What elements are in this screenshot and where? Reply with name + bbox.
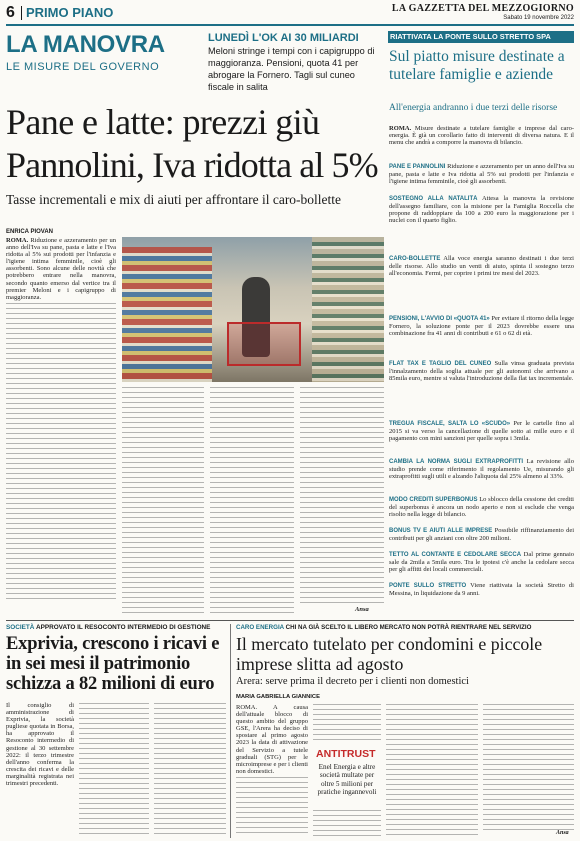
bottom-right-signature: Ansa	[556, 830, 569, 836]
main-headline-1[interactable]: Pane e latte: prezzi giù	[6, 102, 320, 142]
bottom-right-column-2b	[313, 810, 381, 837]
sidebar-section-10	[389, 582, 574, 604]
sidebar-section-text: Lo sblocco della cessione dei crediti del superbonus è ancora un nodo aperto e non si esclude che venga risolto nella legge di bilancio.	[389, 496, 574, 519]
sidebar-section-text: Viene riattivata la società Stretto di Messina, in liquidazione da 9 anni.	[389, 582, 574, 598]
sidebar-section-text: Riduzione e azzeramento per un anno dell'Iva su pane, pasta e latte e Iva ridotta al 5% sui prodotti per l'infanzia e l'igiene intima femminile, cioè gli assorbenti.	[389, 163, 574, 186]
bottom-right-author: MARIA GABRIELLA GIANNICE	[236, 694, 320, 700]
sidebar-section-text: Attesa la manovra la revisione dell'assegno familiare, con la misione per la Famiglia Roccella che propone di raddoppiare da 100 a 200 euro la maggiorazione per i nuclei con il quarto figlio.	[389, 195, 574, 225]
teaser-kicker: LUNEDÌ L'OK AI 30 MILIARDI	[208, 32, 359, 44]
sidebar-section-text: Per evitare il ritorno della legge Fornero, la soluzione ponte per il 2023 dovrebbe essere una combinazione fra 41 anni di contributi e 61 o 62 di età.	[389, 315, 574, 338]
sidebar-section-heading: SOSTEGNO ALLA NATALITÀ	[389, 196, 478, 202]
sidebar-section-5	[389, 420, 574, 456]
main-column-1	[6, 237, 116, 614]
masthead-rule	[6, 24, 574, 26]
bottom-left-column-3	[154, 703, 226, 837]
sidebar-section-heading: FLAT TAX E TAGLIO DEL CUNEO	[389, 361, 492, 367]
main-signature: Ansa	[355, 606, 369, 613]
bottom-left-kicker	[6, 624, 210, 631]
sidebar-kicker: RIATTIVATA LA PONTE SULLO STRETTO SPA	[388, 31, 574, 43]
sidebar-section-heading: PONTE SULLO STRETTO	[389, 583, 467, 589]
shopping-cart	[227, 322, 301, 366]
sidebar-lead-place: ROMA.	[389, 125, 412, 132]
main-headline-2[interactable]: Pannolini, Iva ridotta al 5%	[6, 145, 378, 185]
sidebar-section-heading: PENSIONI, L'AVVIO DI «QUOTA 41»	[389, 316, 490, 322]
bottom-left-kicker-text: APPROVATO IL RESOCONTO INTERMEDIO DI GESTIONE	[35, 624, 211, 631]
antitrust-text: Enel Energia e altre società multate per oltre 5 milioni per pratiche ingannevoli	[317, 763, 377, 797]
sidebar-section-text: Alla voce energia saranno destinati i due terzi delle risorse. Allo studio un venti di aiuto, spinta il sostegno terzo all'economia. Fermi, per coprire i primi tre mesi del 2023.	[389, 255, 574, 278]
sidebar-section-0	[389, 163, 574, 193]
bottom-right-headline[interactable]: Il mercato tutelato per condomini e piccole imprese slitta ad agosto	[236, 634, 543, 674]
shelf-right	[312, 237, 384, 382]
sidebar-section-heading: CAMBIA LA NORMA SUGLI EXTRAPROFITTI	[389, 459, 524, 465]
sidebar-lead	[389, 125, 574, 161]
sidebar-section-heading: PANE E PANNOLINI	[389, 164, 446, 170]
sidebar-subhead: All'energia andranno i due terzi delle risorse	[389, 103, 558, 113]
sidebar-section-text: Dal prime gennaio sale da 2mila a 5mila euro. Tra le ipotesi c'è anche la cedolare secca per gli affitti dei locali commerciali.	[389, 551, 574, 574]
masthead	[6, 3, 574, 25]
sidebar-section-text: La revisione allo studio prende come riferimento il regolamento Ue, misurando gli extraprofitti sugli utili e alzando l'aliquota dal 25% almeno al 33%.	[389, 458, 574, 481]
main-subtitle: Tasse incrementali e mix di aiuti per affrontare il caro-bollette	[6, 192, 342, 207]
section-name: PRIMO PIANO	[26, 5, 114, 20]
bottom-right-kicker-text: CHI NA GIÀ SCELTO IL LIBERO MERCATO NON POTRÀ RIENTRARE NEL SERVIZIO	[285, 624, 532, 631]
text-filler	[236, 777, 308, 837]
supermarket-photo	[122, 237, 384, 382]
bottom-right-lead: ROMA. A causa dell'attuale blocco di questo ambito del gruppo GSE, l'Arera ha deciso di spostare al primo agosto 2023 la data di attivazione del Servizio a tutele graduali (STG) per le microimprese e per i clienti non domestici.	[236, 704, 308, 775]
sidebar-section-text: Per le cartelle fino al 2015 si va verso la cancellazione di quelle sotto ai mille euro e il pagamento con mini sanzioni per quelle sopra i 3mila.	[389, 420, 574, 443]
teaser-text: Meloni stringe i tempi con i capigruppo di maggioranza. Pensioni, quota 41 per abrogare la Fornero. Tagli sul cuneo fiscale in salita	[208, 46, 375, 92]
sidebar-section-text: Possibile riffinanziamento dei contributi per gli anziani con oltre 200 milioni.	[389, 527, 574, 543]
rubric-subtitle: LE MISURE DEL GOVERNO	[6, 61, 160, 73]
main-column-4	[300, 387, 384, 605]
main-column-2	[122, 387, 204, 614]
page-number: 6	[6, 4, 15, 21]
sidebar-section-4	[389, 360, 574, 418]
sidebar-section-heading: TREGUA FISCALE, SALTA LO «SCUDO»	[389, 421, 511, 427]
sidebar-section-1	[389, 195, 574, 253]
bottom-left-lead: Il consiglio di amministrazione di Exprivia, la società pugliese quotata in Borsa, ha approvato il Resoconto intermedio di gestione al 30 settembre 2022: il terzo trimestre dell'anno conferma la crescita dei ricavi e delle marginalità registrata nei trimestri precedenti.	[6, 702, 74, 788]
bottom-right-kicker-label: CARO ENERGIA	[236, 624, 284, 631]
masthead-divider	[21, 6, 22, 20]
sidebar-section-heading: TETTO AL CONTANTE E CEDOLARE SECCA	[389, 552, 522, 558]
bottom-right-subtitle: Arera: serve prima il decreto per i clienti non domestici	[236, 676, 469, 687]
antitrust-title: ANTITRUST	[316, 748, 376, 760]
sidebar-section-7	[389, 496, 574, 525]
sidebar-section-3	[389, 315, 574, 358]
newspaper-name: LA GAZZETTA DEL MEZZOGIORNO	[391, 3, 574, 14]
sidebar-body	[389, 125, 574, 615]
sidebar-section-heading: CARO-BOLLETTE	[389, 256, 441, 262]
sidebar-section-heading: MODO CREDITI SUPERBONUS	[389, 497, 478, 503]
rubric-title: LA MANOVRA	[6, 31, 165, 58]
sidebar-section-9	[389, 551, 574, 580]
bottom-left-column-2	[79, 703, 149, 837]
main-column-3	[210, 387, 294, 614]
bottom-right-column-4	[483, 704, 574, 830]
section-divider	[6, 620, 574, 621]
main-author: ENRICA PIOVAN	[6, 229, 54, 235]
bottom-column-divider	[230, 624, 231, 838]
shelf-left	[122, 247, 212, 382]
sidebar-section-2	[389, 255, 574, 313]
sidebar-section-6	[389, 458, 574, 494]
sidebar-section-8	[389, 527, 574, 549]
bottom-left-headline[interactable]: Exprivia, crescono i ricavi e in sei mesi il patrimonio schizza a 82 milioni di euro	[6, 634, 220, 694]
sidebar-section-heading: BONUS TV E AIUTI ALLE IMPRESE	[389, 528, 493, 534]
sidebar-section-text: Sulla vinsa graduata prevista l'innalzamento della soglia attuale per gli autonomi che arrivano a 85mila euro, mentre si valuta l'introduzione della flat tax incrementale.	[389, 360, 574, 383]
issue-date: Sabato 19 novembre 2022	[503, 15, 574, 21]
main-lead-place: ROMA.	[6, 237, 29, 244]
antitrust-box[interactable]	[313, 748, 381, 806]
bottom-right-column-3	[386, 704, 478, 837]
sidebar-headline[interactable]: Sul piatto misure destinate a tutelare famiglie e aziende	[389, 48, 565, 83]
teaser[interactable]	[208, 32, 383, 93]
bottom-right-column-1	[236, 704, 308, 837]
main-lead-text: Riduzione e azzeramento per un anno dell'Iva su pane, pasta e latte e l'Iva ridotta al 5% sui prodotti per l'infanzia e l'igiene intima femminile, cioè gli assorbenti. Sono alcune delle novità che potrebbero entrare nella manovra, secondo quanto emerso dal vertice tra il premier Meloni e i capigruppo di maggioranza.	[6, 237, 116, 301]
bottom-right-kicker	[236, 624, 531, 631]
bottom-right-column-2	[313, 704, 381, 744]
bottom-left-kicker-label: SOCIETÀ	[6, 624, 35, 631]
sidebar-lead-text: Misure destinate a tutelare famiglie e imprese dal caro-energia. È già un corollario fatto di interventi di diversa natura. E il menu che andrà a comporre la manovra di bilancio.	[389, 125, 574, 147]
text-filler	[6, 303, 116, 603]
bottom-left-column-1	[6, 702, 74, 837]
